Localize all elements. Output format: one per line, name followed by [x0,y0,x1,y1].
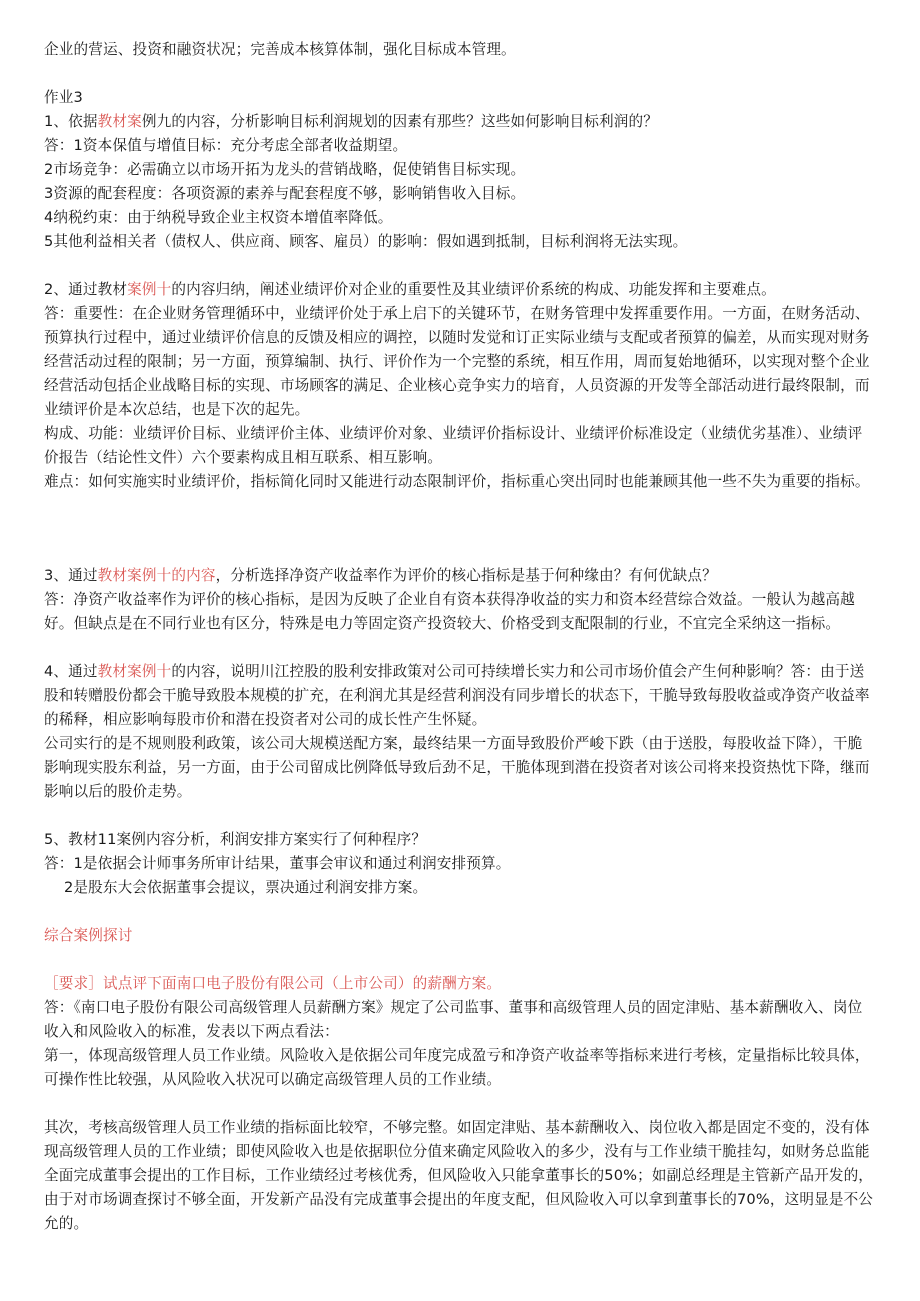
q1-answer-4: 4纳税约束：由于纳税导致企业主权资本增值率降低。 [44,209,393,226]
q2-question: 2、通过教材案例十的内容归纳，阐述业绩评价对企业的重要性及其业绩评价系统的构成、功能发挥和主要难点。 [44,281,776,298]
q2-composition: 构成、功能：业绩评价目标、业绩评价主体、业绩评价对象、业绩评价指标设计、业绩评价标准设定（业绩优劣基准）、业绩评价报告（结论性文件）六个要素构成且相互联系、相互影响。 [44,425,863,466]
q3-case-ref: 教材案例十的内容 [97,567,216,584]
q3-answer: 答：净资产收益率作为评价的核心指标，是因为反映了企业自有资本获得净收益的实力和资本经营综合效益。一般认为越高越好。但缺点是在不同行业也有区分，特殊是电力等固定资产投资较大、价格受到支配限制的行业，不宜完全采纳这一指标。 [44,591,855,632]
case-requirement: ［要求］试点评下面南口电子股份有限公司（上市公司）的薪酬方案。 [44,975,502,992]
q3-question: 3、通过教材案例十的内容，分析选择净资产收益率作为评价的核心指标是基于何种缘由？有何优缺点？ [44,567,717,584]
q1-answer-3: 3资源的配套程度：各项资源的素养与配套程度不够，影响销售收入目标。 [44,185,526,202]
q1-answer-5: 5其他利益相关者（债权人、供应商、顾客、雇员）的影响：假如遇到抵制，目标利润将无法实现。 [44,233,688,250]
q1-case-ref: 教材案 [97,113,142,130]
q1-answer-2: 2市场竞争：必需确立以市场开拓为龙头的营销战略，促使销售目标实现。 [44,161,526,178]
hw3-heading: 作业3 [44,89,83,106]
case-heading: 综合案例探讨 [44,927,133,944]
q4-answer-2: 公司实行的是不规则股利政策，该公司大规模送配方案，最终结果一方面导致股价严峻下跌（由于送股，每股收益下降），干脆影响现实股东利益，另一方面，由于公司留成比例降低导致后劲不足，干脆体现到潜在投资者对该公司将来投资热忱下降，继而影响以后的股价走势。 [44,735,870,800]
q1-answer-1: 答：1资本保值与增值目标：充分考虑全部者收益期望。 [44,137,408,154]
case-paragraph-3: 其次，考核高级管理人员工作业绩的指标面比较窄，不够完整。如固定津贴、基本薪酬收入、岗位收入都是固定不变的，没有体现高级管理人员的工作业绩；即使风险收入也是依据职位分值来确定风险收入的多少，没有与工作业绩干脆挂勾，如财务总监能全面完成董事会提出的工作目标，工作业绩经过考核优秀，但风险收入只能拿董事长的50%；如副总经理是主管新产品开发的，由于对市场调查探讨不够全面，开发新产品没有完成董事会提出的年度支配，但风险收入可以拿到董事长的70%，这明显是不公允的。 [44,1119,874,1232]
q4-case-ref: 教材案例十 [97,663,172,680]
q5-answer-1: 答：1是依据会计师事务所审计结果，董事会审议和通过利润安排预算。 [44,855,511,872]
q2-importance: 答：重要性：在企业财务管理循环中，业绩评价处于承上启下的关键环节，在财务管理中发挥重要作用。一方面，在财务活动、预算执行过程中，通过业绩评价信息的反馈及相应的调控，以随时发觉和订正实际业绩与支配或者预算的偏差，从而实现对财务经营活动过程的限制；另一方面，预算编制、执行、评价作为一个完整的系统，相互作用，周而复始地循环，以实现对整个企业经营活动包括企业战略目标的实现、市场顾客的满足、企业核心竞争实力的培育，人员资源的开发等全部活动进行最终限制，而业绩评价是本次总结，也是下次的起先。 [44,305,870,418]
case-paragraph-2: 第一，体现高级管理人员工作业绩。风险收入是依据公司年度完成盈亏和净资产收益率等指标来进行考核，定量指标比较具体，可操作性比较强，从风险收入状况可以确定高级管理人员的工作业绩。 [44,1047,870,1088]
q2-case-ref: 案例十 [127,281,172,298]
case-paragraph-1: 答：《南口电子股份有限公司高级管理人员薪酬方案》规定了公司监事、董事和高级管理人员的固定津贴、基本薪酬收入、岗位收入和风险收入的标准，发表以下两点看法： [44,999,863,1040]
q2-difficulty: 难点：如何实施实时业绩评价，指标简化同时又能进行动态限制评价，指标重心突出同时也能兼顾其他一些不失为重要的指标。 [44,473,870,490]
intro-text: 企业的营运、投资和融资状况；完善成本核算体制，强化目标成本管理。 [44,41,516,58]
q5-question: 5、教材11案例内容分析，利润安排方案实行了何种程序？ [44,831,427,848]
q4-question: 4、通过教材案例十的内容，说明川江控股的股利安排政策对公司可持续增长实力和公司市场价值会产生何种影响？答：由于送股和转赠股份都会干脆导致股本规模的扩充，在利润尤其是经营利润没有同步增长的状态下，干脆导致每股收益或净资产收益率的稀释，相应影响每股市价和潜在投资者对公司的成长性产生怀疑。 [44,663,870,728]
q5-answer-2: 2是股东大会依据董事会提议，票决通过利润安排方案。 [64,879,428,896]
q1-question: 1、依据教材案例九的内容，分析影响目标利润规划的因素有那些？这些如何影响目标利润的？ [44,113,658,130]
